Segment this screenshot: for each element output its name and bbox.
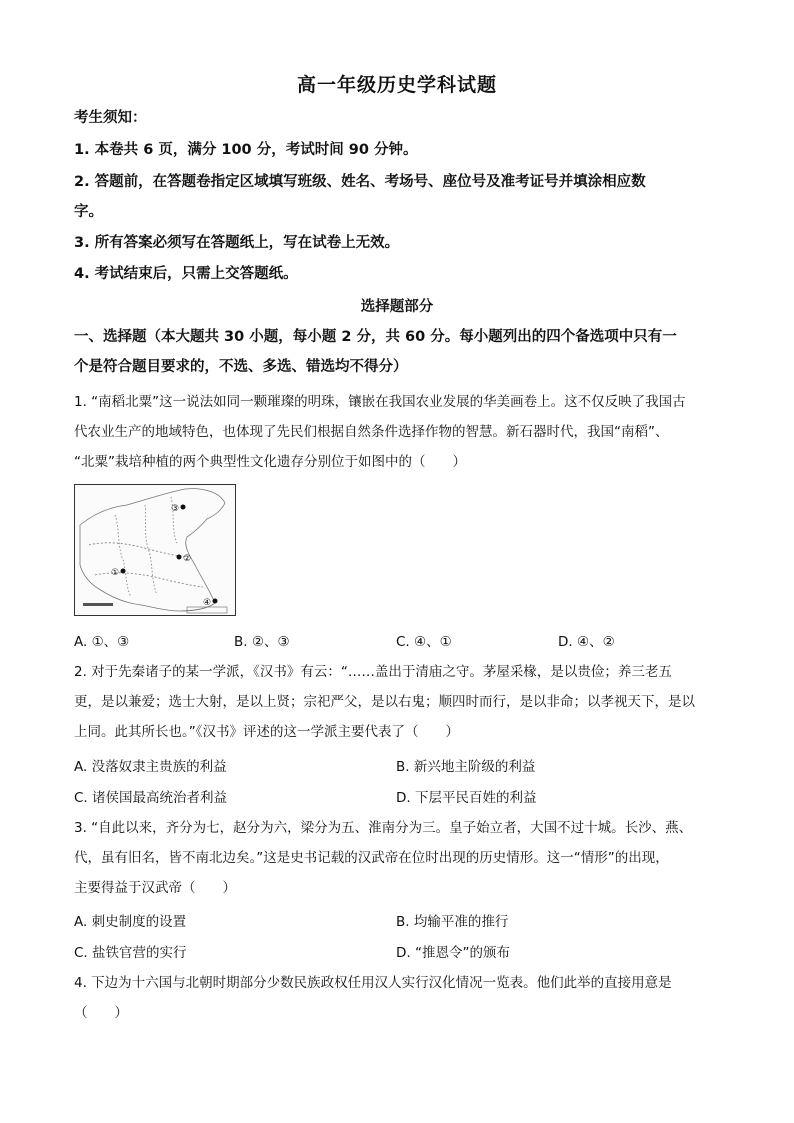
china-map-figure: [74, 484, 236, 616]
question-3-line-2: 代，虽有旧名，皆不南北边矣。”这是史书记载的汉武帝在位时出现的历史情形。这一“情形”的出现，: [74, 850, 669, 866]
question-1-line-1: 1. “南稻北粟”这一说法如同一颗璀璨的明珠，镶嵌在我国农业发展的华美画卷上。这不仅反映了我国古: [74, 394, 686, 410]
question-2-line-3: 上同。此其所长也。”《汉书》评述的这一学派主要代表了（ ）: [74, 724, 459, 740]
question-1-line-3: “北粟”栽培种植的两个典型性文化遗存分别位于如图中的（ ）: [74, 454, 466, 470]
part-one-instructions-2: 个是符合题目要求的，不选、多选、错选均不得分）: [74, 359, 408, 375]
notice-item-4: 4. 考试结束后，只需上交答题纸。: [74, 266, 298, 282]
notice-item-2-cont: 字。: [74, 204, 103, 220]
q1-option-b: B. ②、③: [234, 634, 290, 650]
notice-item-3: 3. 所有答案必须写在答题纸上，写在试卷上无效。: [74, 235, 400, 251]
notice-item-2: 2. 答题前，在答题卷指定区域填写班级、姓名、考场号、座位号及准考证号并填涂相应数: [74, 174, 646, 190]
q2-option-a: A. 没落奴隶主贵族的利益: [74, 759, 227, 775]
notice-item-1: 1. 本卷共 6 页，满分 100 分，考试时间 90 分钟。: [74, 142, 418, 158]
map-label-2: ②: [183, 554, 192, 564]
q3-option-c: C. 盐铁官营的实行: [74, 945, 187, 961]
site-3-dot: [181, 505, 186, 510]
question-4-line-2: （ ）: [74, 1005, 128, 1021]
question-3-line-3: 主要得益于汉武帝（ ）: [74, 880, 236, 896]
q1-option-c: C. ④、①: [396, 634, 452, 650]
site-2-dot: [177, 555, 182, 560]
section-title: 选择题部分: [360, 299, 434, 315]
q3-option-a: A. 刺史制度的设置: [74, 914, 187, 930]
q2-option-d: D. 下层平民百姓的利益: [396, 790, 537, 806]
map-label-1: ①: [111, 568, 120, 578]
site-4-dot: [213, 599, 218, 604]
q1-option-d: D. ④、②: [558, 634, 615, 650]
question-4-line-1: 4. 下边为十六国与北朝时期部分少数民族政权任用汉人实行汉化情况一览表。他们此举的直接用意是: [74, 975, 672, 991]
question-1-line-2: 代农业生产的地域特色，也体现了先民们根据自然条件选择作物的智慧。新石器时代，我国“南稻”、: [74, 424, 669, 440]
q3-option-d: D. “推恩令”的颁布: [396, 945, 510, 961]
page-title: 高一年级历史学科试题: [296, 74, 497, 96]
site-1-dot: [121, 569, 126, 574]
q1-option-a: A. ①、③: [74, 634, 130, 650]
notice-heading: 考生须知：: [74, 110, 147, 126]
map-label-4: ④: [203, 598, 212, 608]
question-2-line-1: 2. 对于先秦诸子的某一学派，《汉书》有云：“……盖出于清庙之守。茅屋采椽，是以贵俭；养三老五: [74, 664, 672, 680]
q3-option-b: B. 均输平准的推行: [396, 914, 509, 930]
q2-option-b: B. 新兴地主阶级的利益: [396, 759, 536, 775]
question-3-line-1: 3. “自此以来，齐分为七，赵分为六，梁分为五、淮南分为三。皇子始立者，大国不过十城。长沙、燕、: [74, 820, 693, 836]
map-label-3: ③: [171, 504, 180, 514]
question-2-line-2: 更，是以兼爱；选士大射，是以上贤；宗祀严父，是以右鬼；顺四时而行，是以非命；以孝视天下，是以: [74, 694, 695, 710]
part-one-instructions-1: 一、选择题（本大题共 30 小题，每小题 2 分，共 60 分。每小题列出的四个备选项中只有一: [74, 329, 677, 345]
q2-option-c: C. 诸侯国最高统治者利益: [74, 790, 228, 806]
